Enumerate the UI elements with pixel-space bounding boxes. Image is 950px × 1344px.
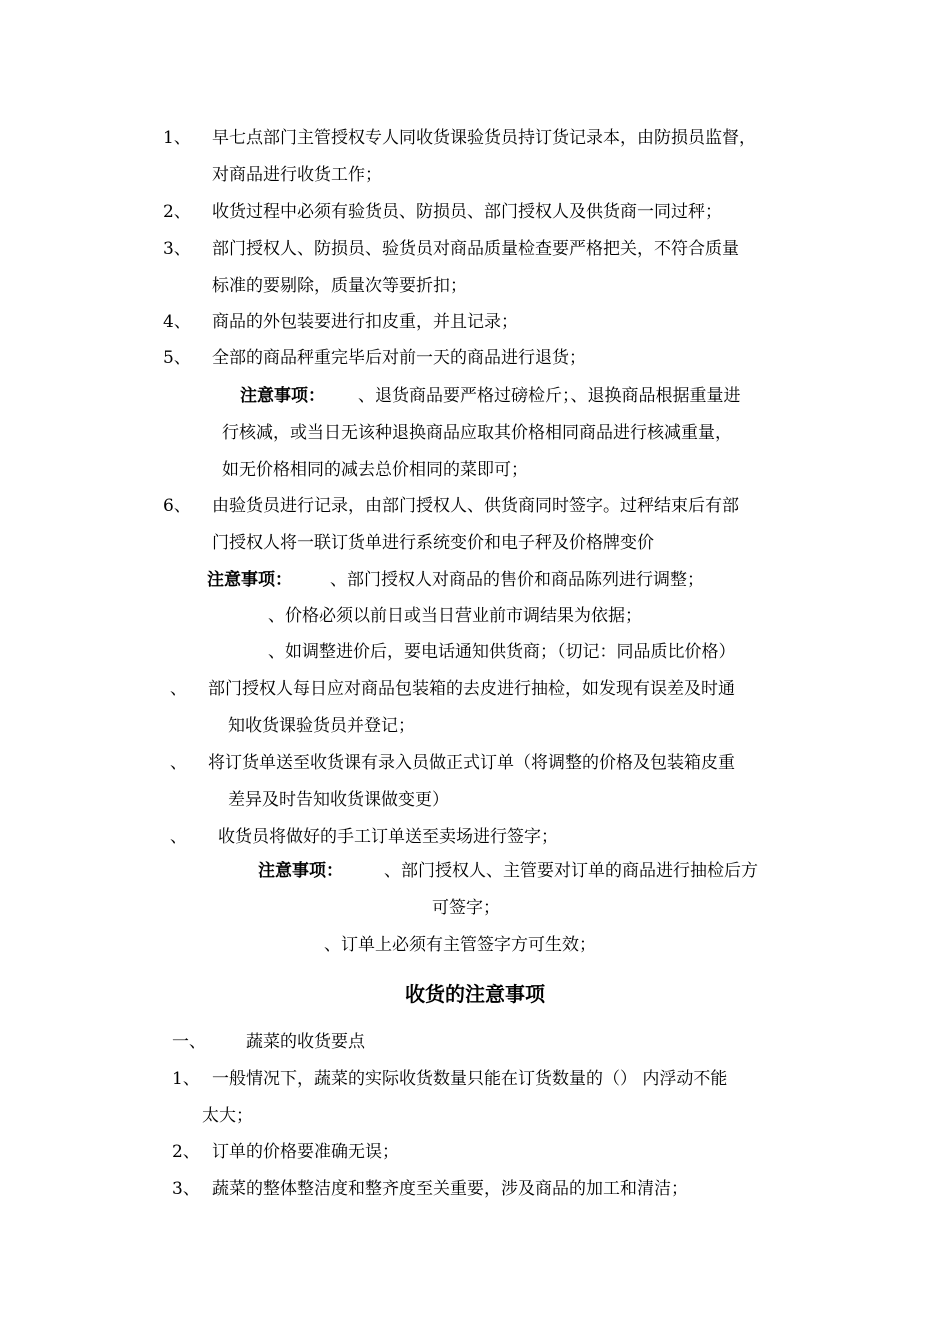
note-2-line-3: 、如调整进价后，要电话通知供货商；（切记：同品质比价格） <box>268 642 736 662</box>
section-item-1-line-1: 一般情况下，蔬菜的实际收货数量只能在订货数量的（） 内浮动不能 <box>212 1069 728 1089</box>
note-2-label: 注意事项： <box>207 570 292 590</box>
section-item-1-number: 1、 <box>172 1069 200 1089</box>
item-3-line-2: 标准的要剔除，质量次等要折扣； <box>212 276 467 296</box>
item-8-number: 、 <box>170 753 187 773</box>
item-3-number: 3、 <box>163 239 191 259</box>
section-title: 收货的注意事项 <box>405 982 545 1006</box>
item-1-line-1: 早七点部门主管授权专人同收货课验货员持订货记录本，由防损员监督， <box>212 128 756 148</box>
item-8-line-2: 差异及时告知收货课做变更） <box>228 790 449 810</box>
item-6-number: 6、 <box>163 496 191 516</box>
section-item-1-line-2: 太大； <box>202 1106 253 1126</box>
note-3-line-3: 、订单上必须有主管签字方可生效； <box>324 935 596 955</box>
item-2-line-1: 收货过程中必须有验货员、防损员、部门授权人及供货商一同过秤； <box>212 202 722 222</box>
item-3-line-1: 部门授权人、防损员、验货员对商品质量检查要严格把关，不符合质量 <box>212 239 739 259</box>
note-2-line-1: 、部门授权人对商品的售价和商品陈列进行调整； <box>330 570 704 590</box>
item-9-number: 、 <box>170 827 187 847</box>
section-heading: 蔬菜的收货要点 <box>246 1032 365 1052</box>
note-1-line-1: 、退货商品要严格过磅检斤；、退换商品根据重量进 <box>358 386 741 406</box>
note-2-line-2: 、价格必须以前日或当日营业前市调结果为依据； <box>268 606 642 626</box>
item-1-number: 1、 <box>163 128 191 148</box>
section-item-2-line-1: 订单的价格要准确无误； <box>212 1142 399 1162</box>
item-7-number: 、 <box>170 679 187 699</box>
note-1-line-3: 如无价格相同的减去总价相同的菜即可； <box>222 460 528 480</box>
note-1-line-2: 行核减，或当日无该种退换商品应取其价格相同商品进行核减重量， <box>222 423 732 443</box>
section-heading-number: 一、 <box>172 1032 206 1052</box>
item-7-line-2: 知收货课验货员并登记； <box>228 716 415 736</box>
item-7-line-1: 部门授权人每日应对商品包装箱的去皮进行抽检，如发现有误差及时通 <box>208 679 735 699</box>
item-5-number: 5、 <box>163 348 191 368</box>
section-item-2-number: 2、 <box>172 1142 200 1162</box>
item-6-line-1: 由验货员进行记录，由部门授权人、供货商同时签字。过秤结束后有部 <box>212 496 739 516</box>
note-3-line-2: 可签字； <box>432 898 500 918</box>
note-1-label: 注意事项： <box>240 386 325 406</box>
item-5-line-1: 全部的商品秤重完毕后对前一天的商品进行退货； <box>212 348 586 368</box>
item-4-number: 4、 <box>163 312 191 332</box>
item-2-number: 2、 <box>163 202 191 222</box>
item-6-line-2: 门授权人将一联订货单进行系统变价和电子秤及价格牌变价 <box>212 533 654 553</box>
item-9-line-1: 收货员将做好的手工订单送至卖场进行签字； <box>218 827 558 847</box>
section-item-3-line-1: 蔬菜的整体整洁度和整齐度至关重要，涉及商品的加工和清洁； <box>212 1179 688 1199</box>
note-3-label: 注意事项： <box>258 861 343 881</box>
section-item-3-number: 3、 <box>172 1179 200 1199</box>
item-1-line-2: 对商品进行收货工作； <box>212 165 382 185</box>
item-8-line-1: 将订货单送至收货课有录入员做正式订单（将调整的价格及包装箱皮重 <box>208 753 735 773</box>
item-4-line-1: 商品的外包装要进行扣皮重，并且记录； <box>212 312 518 332</box>
note-3-line-1: 、部门授权人、主管要对订单的商品进行抽检后方 <box>384 861 758 881</box>
